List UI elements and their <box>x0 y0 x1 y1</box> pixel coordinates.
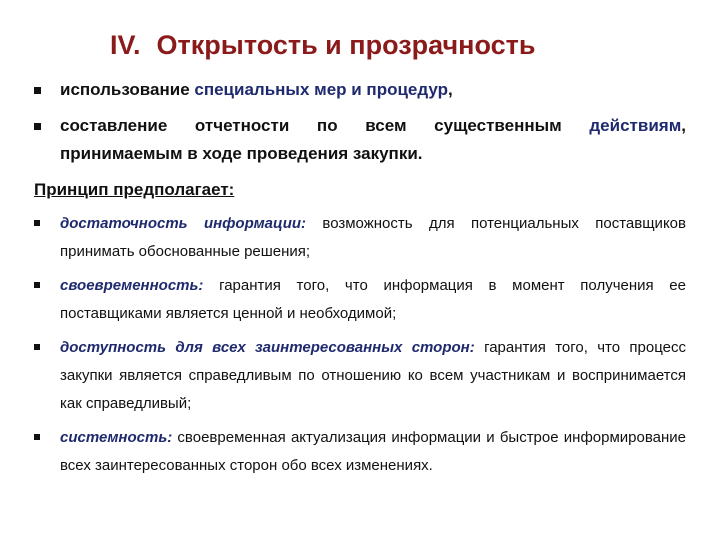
slide-title <box>110 30 535 61</box>
square-bullet-icon <box>34 220 40 226</box>
intro-tail: , принимаемым в ходе проведения закупки. <box>60 116 686 163</box>
intro-lead: составление отчетности по всем существенным <box>60 116 590 135</box>
list-item <box>34 210 686 266</box>
item-text: возможность для потенциальных поставщиков принимать обоснованные решения; <box>60 215 686 260</box>
intro-highlight: действиям <box>589 116 682 135</box>
intro-item <box>34 76 686 104</box>
principle-list <box>34 210 686 486</box>
list-item <box>34 334 686 418</box>
item-text: гарантия того, что информация в момент получения ее поставщиками является ценной и необходимой; <box>60 277 686 322</box>
intro-highlight: специальных мер и процедур <box>194 80 448 99</box>
square-bullet-icon <box>34 344 40 350</box>
list-item <box>34 272 686 328</box>
title-text: Открытость и прозрачность <box>156 30 536 60</box>
item-term: системность: <box>60 429 173 446</box>
intro-tail: , <box>448 80 453 99</box>
square-bullet-icon <box>34 123 41 130</box>
item-text: гарантия того, что процесс закупки является справедливым по отношению ко всем участникам и воспринимается как справедливый; <box>60 339 687 412</box>
item-term: достаточность информации: <box>60 215 307 232</box>
list-item <box>34 424 686 480</box>
intro-lead: использование <box>60 80 195 99</box>
principle-heading: Принцип предполагает: <box>34 180 235 199</box>
section-number: IV. <box>110 30 141 60</box>
square-bullet-icon <box>34 434 40 440</box>
square-bullet-icon <box>34 282 40 288</box>
item-text: своевременная актуализация информации и быстрое информирование всех заинтересованных сторон обо всех изменениях. <box>60 429 686 474</box>
square-bullet-icon <box>34 87 41 94</box>
intro-item <box>34 112 686 168</box>
item-term: доступность для всех заинтересованных сторон: <box>60 339 475 356</box>
item-term: своевременность: <box>60 277 204 294</box>
intro-list <box>34 76 686 168</box>
